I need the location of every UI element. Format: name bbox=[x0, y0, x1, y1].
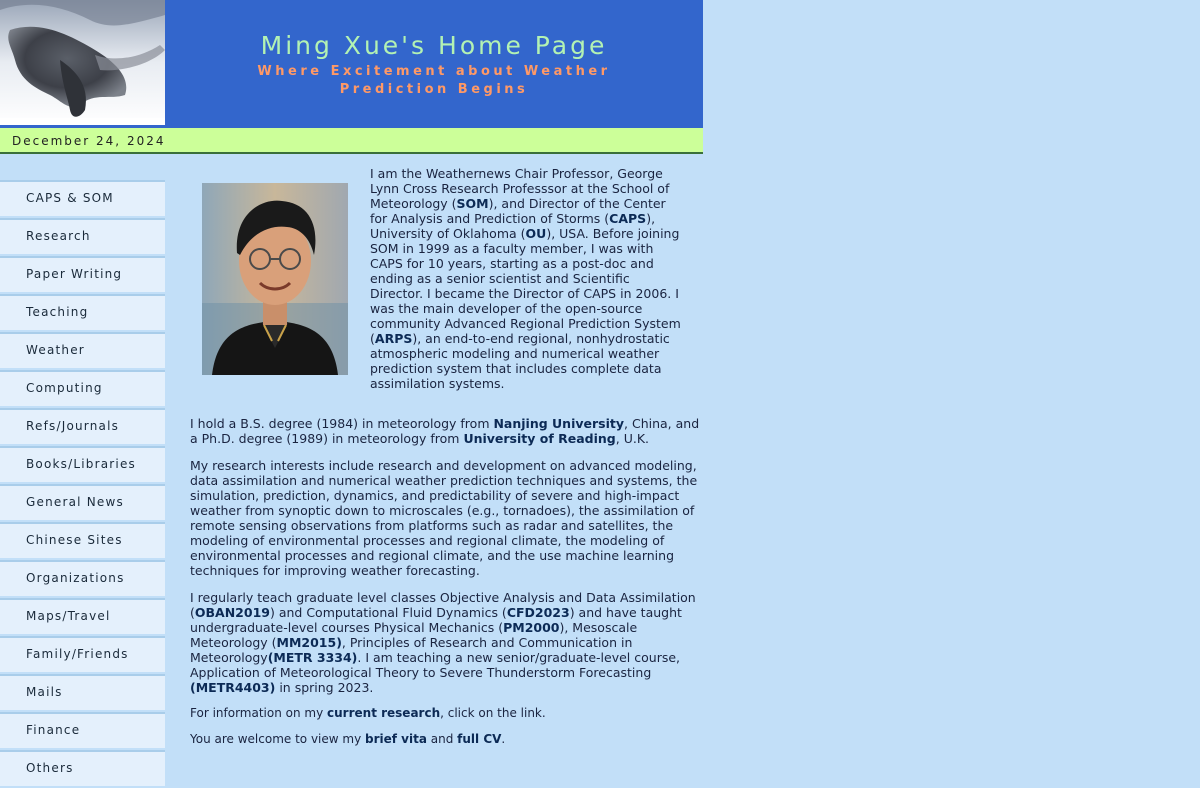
caps-link[interactable]: CAPS bbox=[609, 211, 647, 226]
vita-paragraph: You are welcome to view my brief vita and full CV. bbox=[190, 732, 506, 746]
date-bar bbox=[0, 128, 703, 154]
nav-link-maps-travel[interactable]: Maps/Travel bbox=[0, 598, 165, 634]
nav-link-refs-journals[interactable]: Refs/Journals bbox=[0, 408, 165, 444]
current-date: December 24, 2024 bbox=[12, 134, 166, 148]
nav-link-caps-som[interactable]: CAPS & SOM bbox=[0, 180, 165, 216]
arps-link[interactable]: ARPS bbox=[374, 331, 413, 346]
nav-link-organizations[interactable]: Organizations bbox=[0, 560, 165, 596]
nav-link-finance[interactable]: Finance bbox=[0, 712, 165, 748]
nav-link-others[interactable]: Others bbox=[0, 750, 165, 786]
teaching-paragraph: I regularly teach graduate level classes Objective Analysis and Data Assimilation (OBAN2019) and Computational Fluid Dynamics (CFD2023) and have taught undergraduate-level courses Physical Mechanics (PM2000), Mesoscale Meteorology (MM2015), Principles of Research and Communication in Meteorology(METR 3334). I am teaching a new senior/graduate-level course, Application of Meteorological Theory to Severe Thunderstorm Forecasting (METR4403) in spring 2023. bbox=[190, 590, 696, 695]
nav-link-research[interactable]: Research bbox=[0, 218, 165, 254]
pm2000-link[interactable]: PM2000 bbox=[503, 620, 560, 635]
nav-link-family-friends[interactable]: Family/Friends bbox=[0, 636, 165, 672]
som-link[interactable]: SOM bbox=[456, 196, 489, 211]
research-paragraph: My research interests include research and development on advanced modeling, data assimilation and numerical weather prediction techniques and systems, the simulation, prediction, dynamics, and predictability of severe and high-impact weather from synoptic down to microscales (e.g., tornadoes), the assimilation of remote sensing observations from platforms such as radar and satellites, the modeling of environmental processes and regional climate, the modeling of environmental processes and regional climate, and the use machine learning techniques for improving weather forecasting. bbox=[190, 458, 698, 578]
nav-link-paper-writing[interactable]: Paper Writing bbox=[0, 256, 165, 292]
page-title: Ming Xue's Home Page bbox=[260, 31, 608, 60]
tagline-line-1: Where Excitement about Weather bbox=[257, 64, 611, 79]
degree-paragraph: I hold a B.S. degree (1984) in meteorology from Nanjing University, China, and a Ph.D. degree (1989) in meteorology from University of Reading, U.K. bbox=[190, 416, 700, 446]
intro-paragraph: I am the Weathernews Chair Professor, George Lynn Cross Research Professsor at the School of Meteorology (SOM), and Director of the Center for Analysis and Prediction of Storms (CAPS), University of Oklahoma (OU), USA. Before joining SOM in 1999 as a faculty member, I was with CAPS for 10 years, starting as a post-doc and ending as a senior scientist and Scientific Director. I became the Director of CAPS in 2006. I was the main developer of the open-source community Advanced Regional Prediction System (ARPS), an end-to-end regional, nonhydrostatic atmospheric modeling and numerical weather prediction system that includes complete data assimilation systems. bbox=[370, 166, 681, 391]
full-cv-link[interactable]: full CV bbox=[457, 732, 502, 746]
sidebar-nav bbox=[0, 180, 165, 788]
cfd2023-link[interactable]: CFD2023 bbox=[506, 605, 570, 620]
brief-vita-link[interactable]: brief vita bbox=[365, 732, 427, 746]
nav-link-weather[interactable]: Weather bbox=[0, 332, 165, 368]
nav-link-computing[interactable]: Computing bbox=[0, 370, 165, 406]
nav-link-general-news[interactable]: General News bbox=[0, 484, 165, 520]
metr3334-link[interactable]: (METR 3334) bbox=[267, 650, 358, 665]
nanjing-university-link[interactable]: Nanjing University bbox=[493, 416, 625, 431]
storm-cloud-icon bbox=[0, 0, 165, 125]
storm-logo-image bbox=[0, 0, 165, 125]
metr4403-link[interactable]: (METR4403) bbox=[190, 680, 276, 695]
university-of-reading-link[interactable]: University of Reading bbox=[463, 431, 616, 446]
nav-link-mails[interactable]: Mails bbox=[0, 674, 165, 710]
header-banner bbox=[165, 0, 703, 128]
ou-link[interactable]: OU bbox=[525, 226, 547, 241]
tagline-line-2: Prediction Begins bbox=[339, 82, 529, 97]
current-research-paragraph: For information on my current research, click on the link. bbox=[190, 706, 546, 720]
nav-link-chinese-sites[interactable]: Chinese Sites bbox=[0, 522, 165, 558]
nav-link-teaching[interactable]: Teaching bbox=[0, 294, 165, 330]
mm2015-link[interactable]: MM2015) bbox=[276, 635, 342, 650]
current-research-link[interactable]: current research bbox=[327, 706, 441, 720]
portrait-image bbox=[202, 183, 348, 375]
portrait-photo bbox=[202, 183, 348, 375]
sidebar bbox=[0, 154, 165, 775]
nav-link-books-libraries[interactable]: Books/Libraries bbox=[0, 446, 165, 482]
oban2019-link[interactable]: OBAN2019 bbox=[194, 605, 270, 620]
